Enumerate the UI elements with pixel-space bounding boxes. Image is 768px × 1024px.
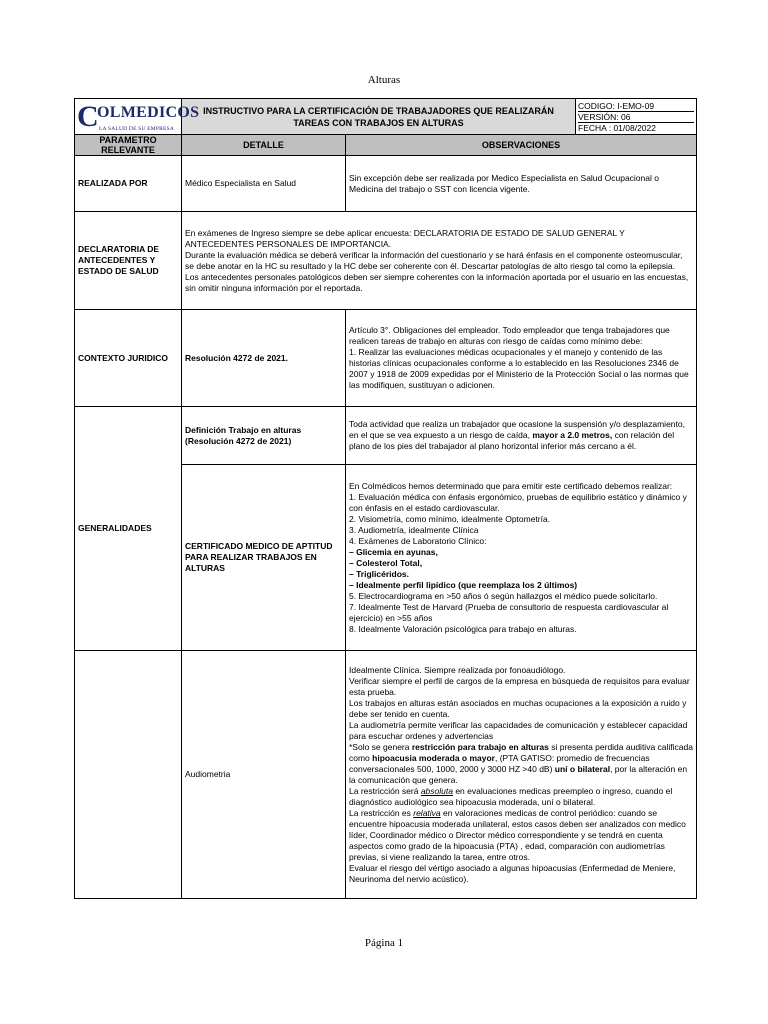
row-certificado-obs: En Colmédicos hemos determinado que para emitir este certificado debemos realizar: 1. Evaluación médica con énfasis ergonómico, pruebas de equilibrio estático y dinámico y con énfasis en el estado cardiovascular. 2. Visiometría, como mínimo, idealmente Optometría. 3. Audiometría, idealmente Clínica 4. Exámenes de Laboratorio Clínico: – Glicemia en ayunas, – Colesterol Total, – Triglicéridos. – Idealmente perfil lipídico (que reemplaza los 2 últimos) 5. Electrocardiograma en >50 años ó según hallazgos el médico puede solicitarlo. 7. Idealmente Test de Harvard (Prueba de consultorio de respuesta cardiovascular al ejercicio) en >55 años 8. Idealmente Valoración psicológica para trabajo en alturas. (346, 465, 697, 651)
row-audiometria-detail: Audiometria (182, 651, 346, 899)
lab-item: – Glicemia en ayunas, (349, 546, 438, 557)
document-code: CODIGO: I-EMO-09 (578, 101, 694, 112)
lab-item: – Colesterol Total, (349, 557, 423, 568)
column-header-observations: OBSERVACIONES (346, 135, 697, 156)
row-declaratoria-param: DECLARATORIA DE ANTECEDENTES Y ESTADO DE SALUD (75, 212, 182, 310)
document-version: VERSIÓN: 06 (578, 112, 694, 123)
row-audiometria-obs: Idealmente Clínica. Siempre realizada por fonoaudiólogo. Verificar siempre el perfil de cargos de la empresa en búsqueda de requisitos para evaluar esta prueba. Los trabajos en alturas están asociados en muchas ocupaciones a la exposición a ruido y debe ser tenido en cuenta. La audiometría permite verificar las capacidades de comunicación y establecer capacidad para escuchar ordenes y advertencias *Solo se genera restricción para trabajo en alturas si presenta perdida auditiva calificada como hipoacusia moderada o mayor, (PTA GATISO: promedio de frecuencias conversacionales 500, 1000, 2000 y 3000 HZ >40 dB) uní o bilateral, por la alteración en la comunicación que genera. La restricción será absoluta en evaluaciones medicas preempleo o ingreso, cuando el diagnóstico audiológico sea hipoacusia moderada, uní o bilateral. La restricción es relativa en valoraciones medicas de control periódico: cuando se encuentre hipoacusia moderada unilateral, estos casos deben ser analizados con medico líder, Coordinador médico o Director médico correspondiente y se tendrá en cuenta aspectos como grado de la hipoacusia (PTA) , edad, comparación con audiometrías previas, si viene realizando la tarea, entre otros. Evaluar el riesgo del vértigo asociado a algunas hipoacusias (Enfermedad de Meniere, Neurinoma del nervio acústico). (346, 651, 697, 899)
lab-item: – Triglicéridos. (349, 568, 409, 579)
row-contexto-obs: Artículo 3°. Obligaciones del empleador. Todo empleador que tenga trabajadores que realicen tareas de trabajo en alturas con riesgo de caídas como mínimo debe: 1. Realizar las evaluaciones médicas ocupacionales y el manejo y contenido de las historias clínicas ocupacionales conforme a lo establecido en las Resoluciones 2346 de 2007 y 1918 de 2009 expedidas por el Ministerio de la Protección Social o las normas que las modifiquen, sustituyan o adicionen. (346, 310, 697, 407)
page-footer: Página 1 (364, 937, 404, 949)
row-certificado-detail: CERTIFICADO MEDICO DE APTITUD PARA REALIZAR TRABAJOS EN ALTURAS (182, 465, 346, 651)
row-contexto-param: CONTEXTO JURIDICO (75, 310, 182, 407)
row-audiometria-param (75, 651, 182, 899)
column-header-param: PARAMETRO RELEVANTE (75, 135, 182, 156)
row-definicion-obs: Toda actividad que realiza un trabajador que ocasione la suspensión y/o desplazamiento, en el que se vea expuesto a un riesgo de caída, mayor a 2.0 metros, con relación del plano de los pies del trabajador al plano horizontal inferior más cercano a él. (346, 407, 697, 465)
logo-cell (75, 99, 200, 135)
document-date: FECHA : 01/08/2022 (578, 122, 656, 133)
column-header-detail: DETALLE (182, 135, 346, 156)
row-realizada-param: REALIZADA POR (75, 156, 182, 212)
row-contexto-detail: Resolución 4272 de 2021. (182, 310, 346, 407)
lab-item: – Idealmente perfil lipídico (que reemplaza los 2 últimos) (349, 579, 578, 590)
instructivo-table (74, 98, 697, 899)
row-realizada-detail: Médico Especialista en Salud (182, 156, 346, 212)
document-metadata (576, 99, 697, 135)
document-title: INSTRUCTIVO PARA LA CERTIFICACIÓN DE TRABAJADORES QUE REALIZARÁN TAREAS CON TRABAJOS EN ALTURAS (182, 99, 576, 135)
row-generalidades-param: GENERALIDADES (75, 407, 182, 651)
row-definicion-detail: Definición Trabajo en alturas (Resolución 4272 de 2021) (182, 407, 346, 465)
row-declaratoria-text: En exámenes de Ingreso siempre se debe aplicar encuesta: DECLARATORIA DE ESTADO DE SALUD GENERAL Y ANTECEDENTES PERSONALES DE IMPORTANCIA. Durante la evaluación médica se deberá verificar la información del cuestionario y se hará énfasis en el componente osteomuscular, se debe anotar en la HC su resultado y la HC debe ser coherente con él. Descartar patologías de alto riesgo tal como la epilepsia. Los antecedentes personales patológicos deben ser siempre coherentes con la información aportada por el usuario en las encuestas, sin omitir ninguna información por el reportada. (182, 212, 697, 310)
page-header: Alturas (367, 74, 401, 86)
row-realizada-obs: Sin excepción debe ser realizada por Medico Especialista en Salud Ocupacional o Medicina del trabajo o SST con licencia vigente. (346, 156, 697, 212)
colmedicos-logo: C OLMEDICOS LA SALUD DE SU EMPRESA (77, 99, 200, 133)
